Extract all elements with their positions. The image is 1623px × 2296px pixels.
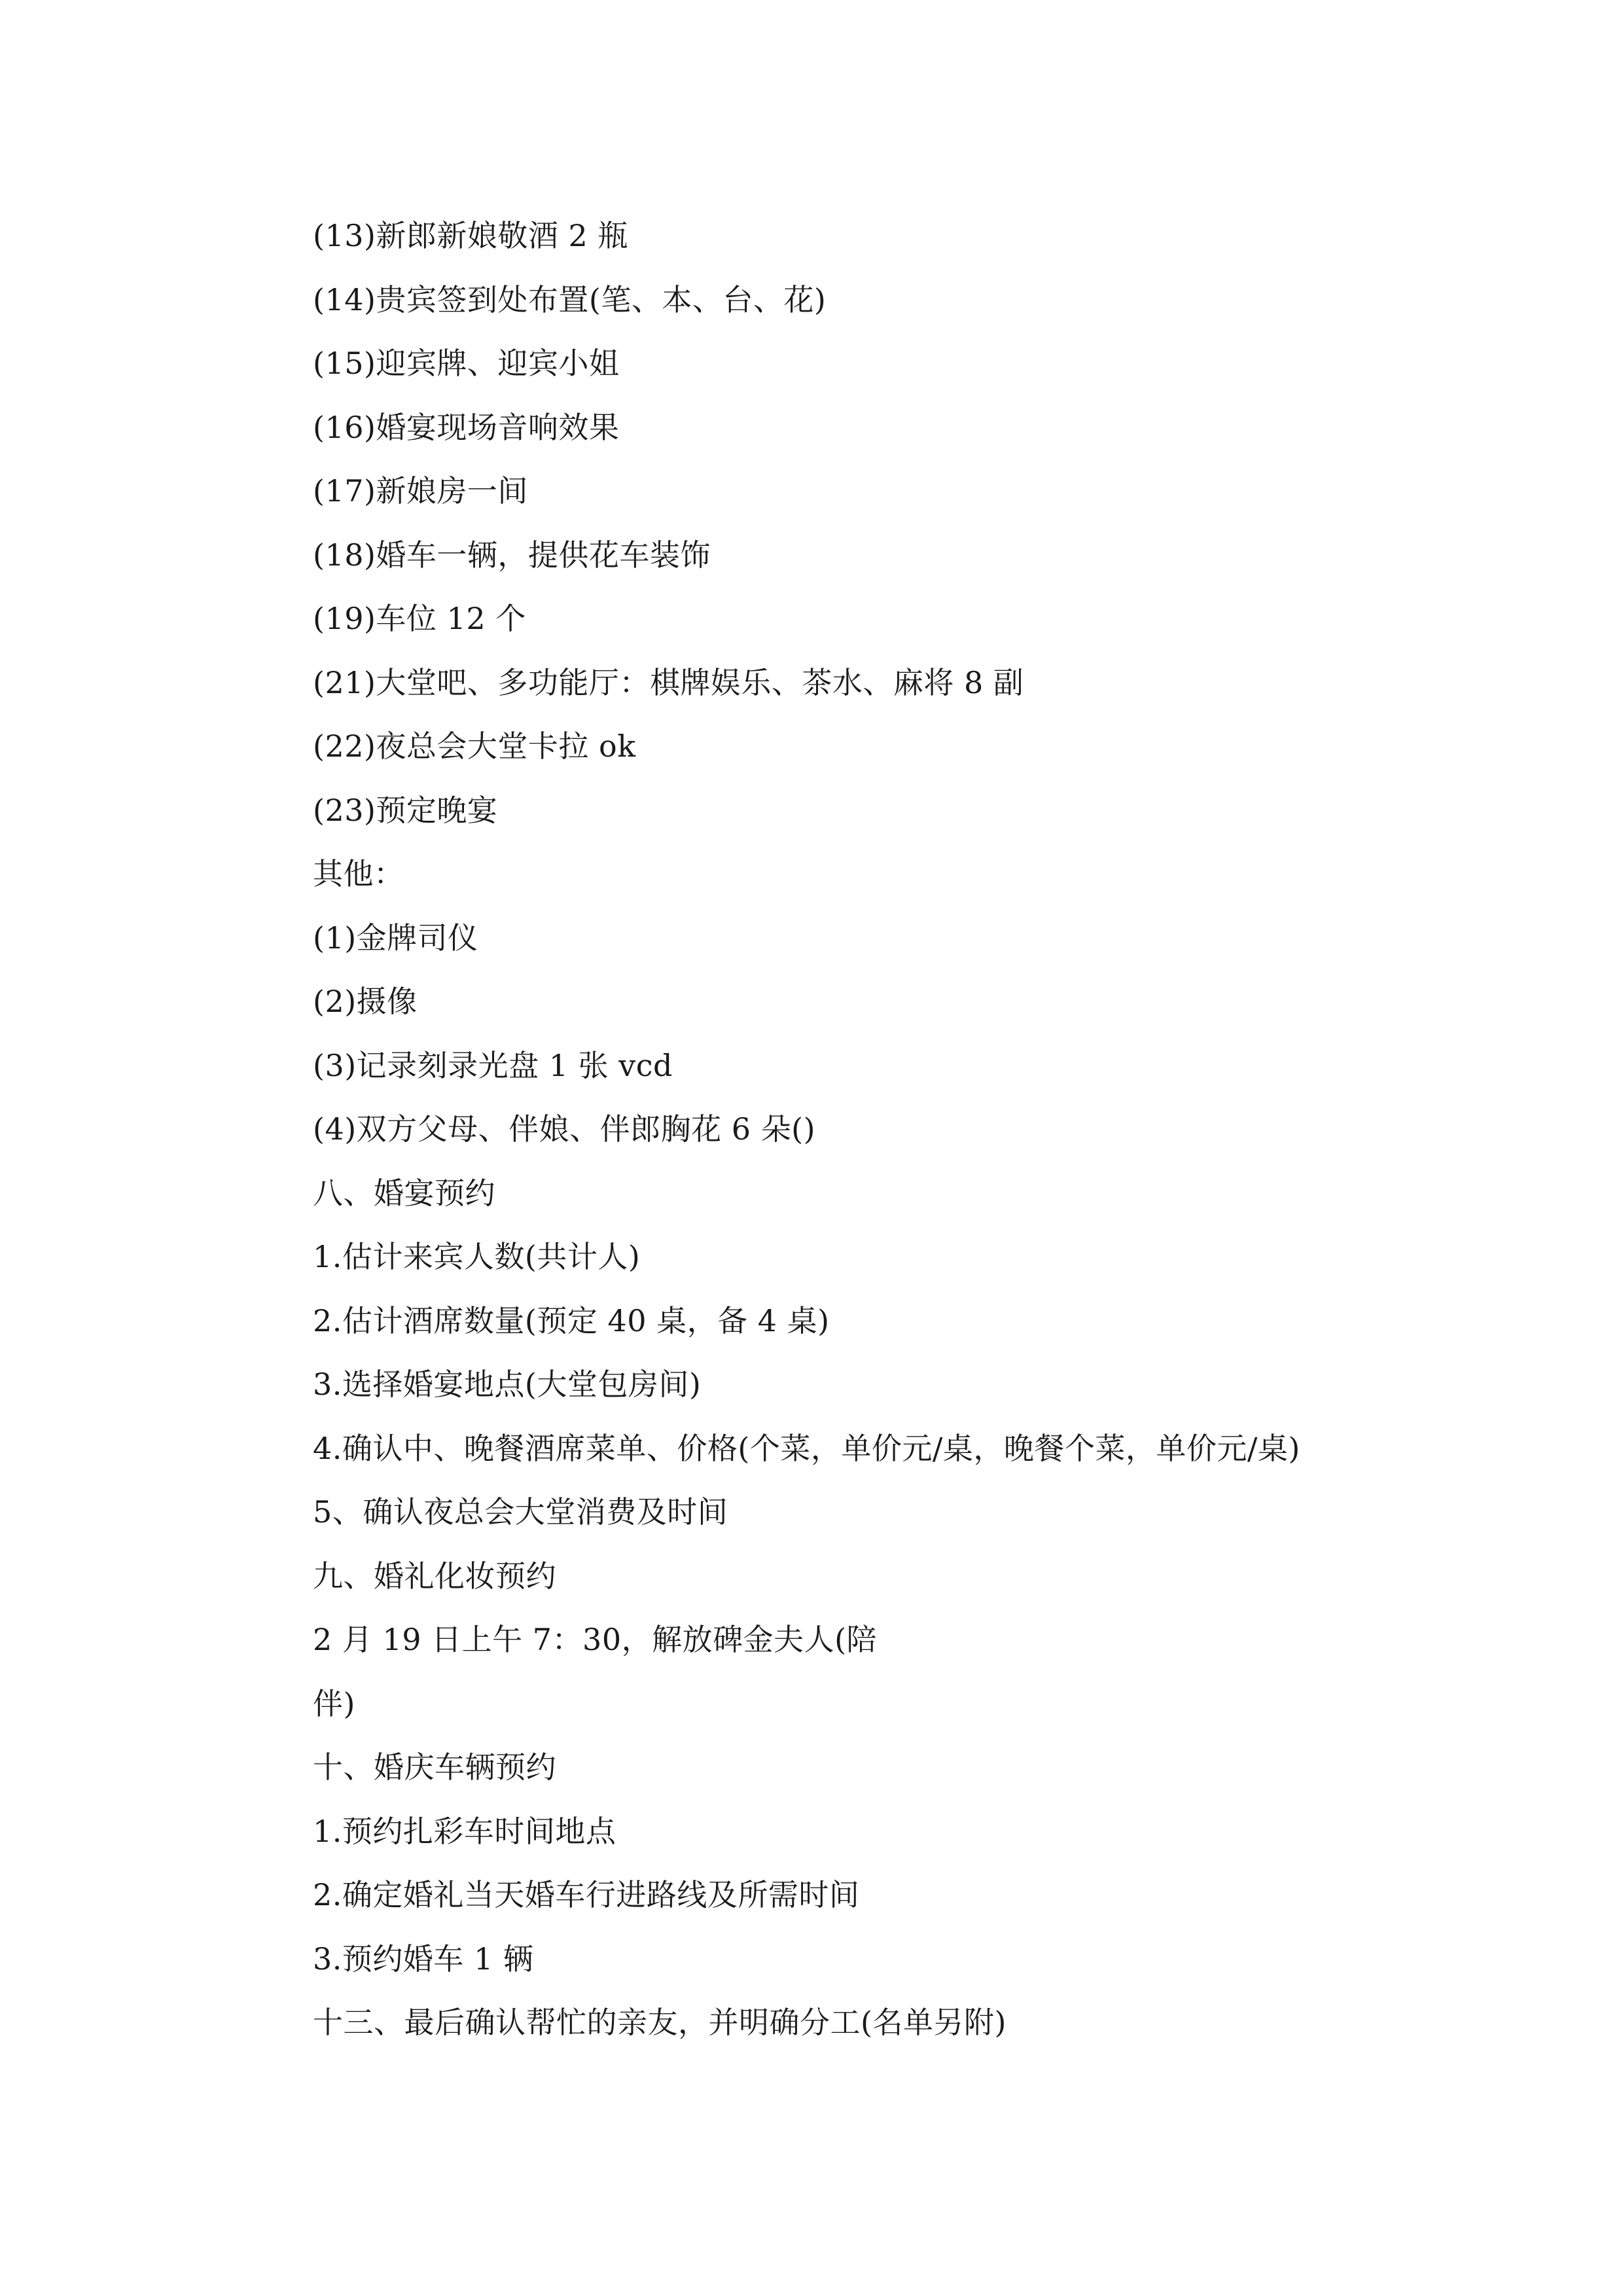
text-line: 2.确定婚礼当天婚车行进路线及所需时间: [313, 1877, 860, 1912]
text-line: (22)夜总会大堂卡拉 ok: [313, 728, 636, 764]
text-line: 2.估计酒席数量(预定 40 桌，备 4 桌): [313, 1302, 830, 1338]
text-line: 4.确认中、晚餐酒席菜单、价格(个菜，单价元/桌，晚餐个菜，单价元/桌): [313, 1430, 1300, 1466]
text-line: (2)摄像: [313, 984, 418, 1019]
text-line: (15)迎宾牌、迎宾小姐: [313, 346, 620, 381]
section-heading: 十三、最后确认帮忙的亲友，并明确分工(名单另附): [313, 2005, 1007, 2040]
text-line: (16)婚宴现场音响效果: [313, 409, 620, 445]
section-heading: 九、婚礼化妆预约: [313, 1558, 556, 1594]
text-line: 3.预约婚车 1 辆: [313, 1941, 534, 1977]
text-line: 伴): [313, 1685, 355, 1721]
text-line: 1.预约扎彩车时间地点: [313, 1813, 616, 1849]
text-line: (1)金牌司仪: [313, 920, 478, 956]
section-heading: 八、婚宴预约: [313, 1175, 495, 1211]
text-line: (19)车位 12 个: [313, 601, 526, 636]
text-line: (4)双方父母、伴娘、伴郎胸花 6 朵(): [313, 1111, 816, 1147]
text-line: (3)记录刻录光盘 1 张 vcd: [313, 1047, 673, 1083]
text-line: (21)大堂吧、多功能厅：棋牌娱乐、茶水、麻将 8 副: [313, 664, 1024, 700]
text-line: 1.估计来宾人数(共计人): [313, 1239, 641, 1274]
text-line: (23)预定晚宴: [313, 792, 498, 828]
text-line: (13)新郎新娘敬酒 2 瓶: [313, 218, 628, 253]
section-heading: 十、婚庆车辆预约: [313, 1749, 556, 1785]
text-line: (18)婚车一辆，提供花车装饰: [313, 537, 711, 573]
body-text: [313, 204, 1465, 2055]
text-line: (14)贵宾签到处布置(笔、本、台、花): [313, 281, 827, 317]
text-line: 2 月 19 日上午 7：30，解放碑金夫人(陪: [313, 1622, 878, 1657]
text-line: (17)新娘房一间: [313, 473, 528, 509]
text-line: 3.选择婚宴地点(大堂包房间): [313, 1367, 702, 1402]
text-line: 5、确认夜总会大堂消费及时间: [313, 1494, 728, 1530]
section-heading: 其他：: [313, 856, 404, 891]
